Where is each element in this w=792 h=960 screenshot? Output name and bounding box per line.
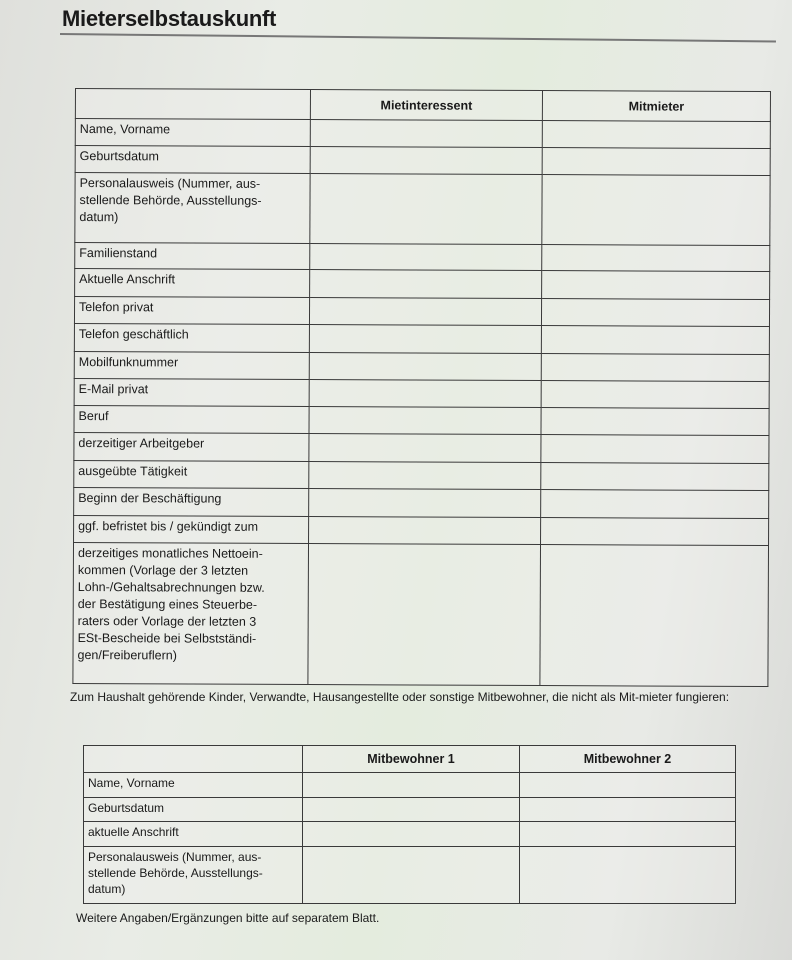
input-cell-1[interactable] <box>309 489 541 518</box>
row-label: aktuelle Anschrift <box>84 822 303 847</box>
input-cell-1[interactable] <box>309 298 541 326</box>
table-row <box>84 773 736 798</box>
row-label: Personalausweis (Nummer, aus- stellende Behörde, Ausstellungs- datum) <box>75 173 310 244</box>
table-row <box>74 323 769 354</box>
input-cell-2[interactable] <box>541 381 769 409</box>
input-cell-2[interactable] <box>541 299 769 327</box>
table-row <box>84 847 736 904</box>
input-cell-1[interactable] <box>303 798 520 822</box>
input-cell-1[interactable] <box>309 325 541 354</box>
table-row <box>75 119 770 149</box>
input-cell-1[interactable] <box>310 120 542 148</box>
input-cell-2[interactable] <box>520 847 736 904</box>
page-title: Mieterselbstauskunft <box>62 6 277 31</box>
input-cell-2[interactable] <box>541 326 769 355</box>
table-row <box>75 146 770 176</box>
table-row <box>74 487 769 518</box>
input-cell-1[interactable] <box>309 434 541 463</box>
table-row <box>74 297 769 327</box>
input-cell-1[interactable] <box>310 244 542 271</box>
header-mitbewohner-1: Mitbewohner 1 <box>303 746 520 773</box>
input-cell-2[interactable] <box>540 545 769 687</box>
table-row <box>74 432 769 463</box>
input-cell-2[interactable] <box>542 245 770 272</box>
input-cell-1[interactable] <box>309 353 541 381</box>
header-mitbewohner-2: Mitbewohner 2 <box>520 746 736 773</box>
input-cell-1[interactable] <box>310 174 542 245</box>
input-cell-2[interactable] <box>541 490 769 519</box>
table-row <box>75 269 770 300</box>
row-label: Personalausweis (Nummer, aus- stellende Behörde, Ausstellungs- datum) <box>84 847 303 904</box>
input-cell-1[interactable] <box>309 380 541 408</box>
input-cell-1[interactable] <box>309 517 541 545</box>
input-cell-1[interactable] <box>310 270 542 299</box>
row-label: Mobilfunknummer <box>74 351 309 379</box>
input-cell-2[interactable] <box>542 121 770 149</box>
table-row <box>84 822 736 847</box>
row-label: Name, Vorname <box>84 773 303 798</box>
input-cell-2[interactable] <box>542 175 770 246</box>
input-cell-1[interactable] <box>308 544 541 686</box>
header-mietinteressent: Mietinteressent <box>310 90 542 121</box>
table-row <box>74 378 769 408</box>
title-divider <box>60 33 776 42</box>
header-empty <box>84 746 303 773</box>
row-label: Familienstand <box>75 243 310 270</box>
input-cell-2[interactable] <box>541 354 769 382</box>
table-row <box>74 460 769 490</box>
table-row <box>75 243 770 272</box>
row-label: ausgeübte Tätigkeit <box>74 460 309 488</box>
table-row <box>74 515 769 545</box>
row-label: Name, Vorname <box>75 119 310 147</box>
table-row <box>74 405 769 435</box>
input-cell-2[interactable] <box>520 822 736 847</box>
input-cell-2[interactable] <box>520 773 736 798</box>
row-label: Geburtsdatum <box>84 798 303 822</box>
input-cell-1[interactable] <box>303 822 520 847</box>
table-row <box>84 798 736 822</box>
input-cell-1[interactable] <box>309 462 541 490</box>
cohabitant-table <box>83 745 736 904</box>
row-label: Telefon geschäftlich <box>74 323 309 352</box>
table-row <box>75 173 770 246</box>
input-cell-1[interactable] <box>303 773 520 798</box>
input-cell-2[interactable] <box>541 435 769 464</box>
input-cell-1[interactable] <box>309 407 541 435</box>
row-label: derzeitiges monatliches Nettoein- kommen (Vorlage der 3 letzten Lohn-/Gehaltsabrechnungen bzw. der Bestätigung eines Steuerbe- raters oder Vorlage der letzten 3 ESt-Bescheide bei Selbstständi- gen/Freiberuflern) <box>73 542 309 684</box>
input-cell-2[interactable] <box>541 463 769 491</box>
row-label: Geburtsdatum <box>75 146 310 174</box>
input-cell-2[interactable] <box>542 271 770 300</box>
row-label: Beruf <box>74 405 309 433</box>
header-mitmieter: Mitmieter <box>542 91 770 122</box>
table-row <box>73 542 769 686</box>
input-cell-2[interactable] <box>541 408 769 436</box>
row-label: Aktuelle Anschrift <box>75 269 310 298</box>
input-cell-1[interactable] <box>310 147 542 175</box>
input-cell-2[interactable] <box>541 518 769 546</box>
row-label: Beginn der Beschäftigung <box>74 487 309 516</box>
input-cell-2[interactable] <box>520 798 736 822</box>
header-empty <box>75 89 310 120</box>
input-cell-1[interactable] <box>303 847 520 904</box>
household-note: Zum Haushalt gehörende Kinder, Verwandte, Hausangestellte oder sonstige Mitbewohner, die nicht als Mit-mieter fungieren: <box>70 690 730 704</box>
footer-note: Weitere Angaben/Ergänzungen bitte auf separatem Blatt. <box>76 911 380 925</box>
row-label: derzeitiger Arbeitgeber <box>74 432 309 461</box>
tenant-info-table <box>72 88 771 687</box>
table-row <box>74 351 769 381</box>
input-cell-2[interactable] <box>542 148 770 176</box>
row-label: ggf. befristet bis / gekündigt zum <box>74 515 309 543</box>
row-label: E-Mail privat <box>74 378 309 406</box>
row-label: Telefon privat <box>74 297 309 325</box>
